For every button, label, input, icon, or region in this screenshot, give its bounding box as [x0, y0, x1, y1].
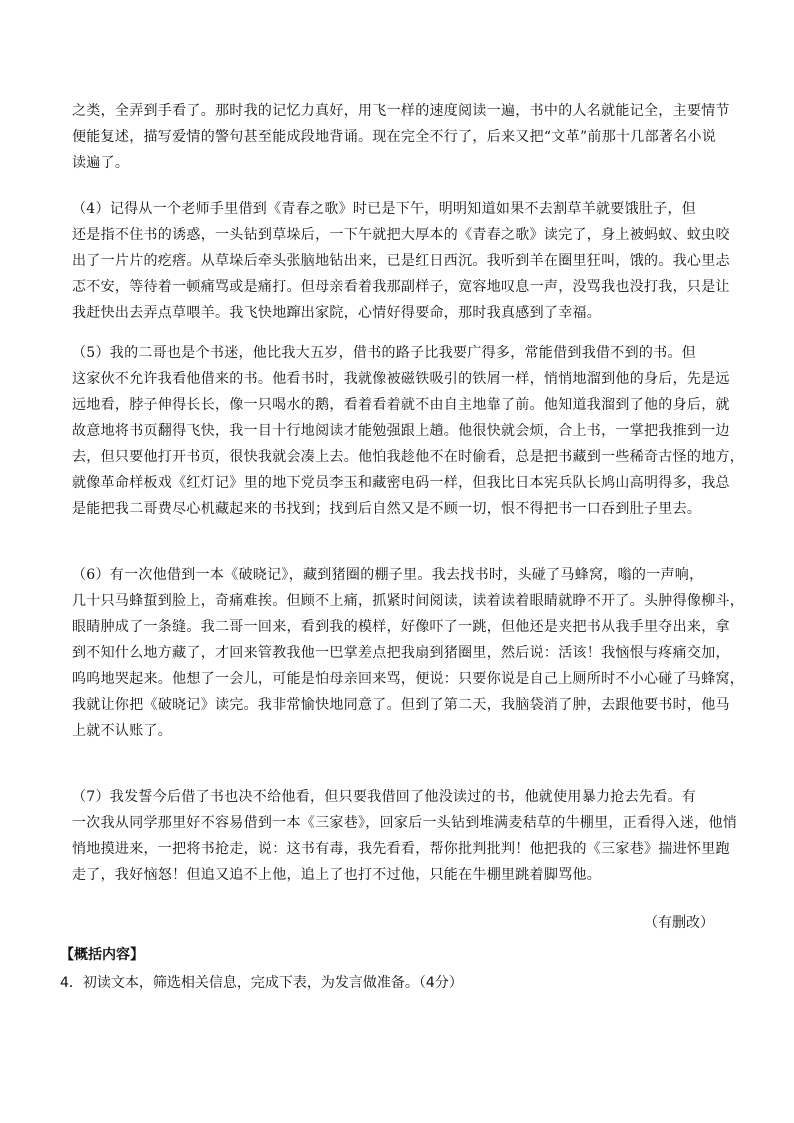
text-line: 走了，我好恼怒！但追又追不上他，追上了也打不过他，只能在牛棚里跳着脚骂他。 — [72, 867, 602, 883]
text-line: （7）我发誓今后借了书也决不给他看，但只要我借回了他没读过的书，他就使用暴力抢去先看。有 — [72, 789, 697, 805]
text-line: 呜呜地哭起来。他想了一会儿，可能是怕母亲回来骂，便说：只要你说是自己上厕所时不小心碰了马蜂窝， — [72, 671, 745, 687]
text-line: 忑不安，等待着一顿痛骂或是痛打。但母亲看着我那副样子，宽容地叹息一声，没骂我也没打我，只是让 — [72, 279, 730, 295]
text-line: 几十只马蜂蜇到脸上，奇痛难挨。但顾不上痛，抓紧时间阅读，读着读着眼睛就睁不开了。头肿得像柳斗， — [72, 593, 745, 609]
text-line: 悄地摸进来，一把将书抢走，说：这书有毒，我先看看，帮你批判批判！他把我的《三家巷》揣进怀里跑 — [72, 841, 730, 857]
section-title: 【概括内容】 — [60, 947, 144, 963]
text-line: 远地看，脖子伸得长长，像一只喝水的鹅，看着看着就不由自主地靠了前。他知道我溜到了他的身后，就 — [72, 397, 730, 413]
text-line: 就像革命样板戏《红灯记》里的地下党员李玉和藏密电码一样，但我比日本宪兵队长鸠山高明得多，我总 — [72, 475, 730, 491]
text-line: 故意地将书页翻得飞快，我一目十行地阅读才能勉强跟上趟。他很快就会烦，合上书，一掌把我推到一边 — [72, 423, 730, 439]
paragraph-6 — [72, 562, 745, 744]
paragraph-intro — [72, 98, 732, 176]
text-line: 出了一片片的疙瘩。从草垛后牵头张脑地钻出来，已是红日西沉。我听到羊在圈里狂叫，饿的。我心里忐 — [72, 253, 730, 269]
text-line: 一次我从同学那里好不容易借到一本《三家巷》，回家后一头钻到堆满麦秸草的牛棚里，正看得入迷，他悄 — [72, 815, 738, 831]
text-line: 是能把我二哥费尽心机藏起来的书找到；找到后自然又是不顾一切，恨不得把书一口吞到肚子里去。 — [72, 501, 702, 517]
edit-note: （有删改） — [644, 915, 714, 931]
text-line: 还是指不住书的诱惑，一头钻到草垛后，一下午就把大厚本的《青春之歌》读完了，身上被蚂蚁、蚊虫咬 — [72, 227, 730, 243]
paragraph-4 — [72, 196, 732, 326]
text-line: 之类，全弄到手看了。那时我的记忆力真好，用飞一样的速度阅读一遍，书中的人名就能记全，主要情节 — [72, 103, 730, 119]
text-line: （6）有一次他借到一本《破晓记》，藏到猪圈的棚子里。我去找书时，头碰了马蜂窝，嗡的一声响， — [72, 567, 704, 583]
paragraph-5 — [72, 340, 745, 522]
text-line: 我就让你把《破晓记》读完。我非常愉快地同意了。但到了第二天，我脑袋消了肿，去跟他要书时，他马 — [72, 697, 730, 713]
text-line: （5）我的二哥也是个书迷，他比我大五岁，借书的路子比我要广得多，常能借到我借不到的书。但 — [72, 345, 697, 361]
text-line: 便能复述，描写爱情的警句甚至能成段地背诵。现在完全不行了，后来又把“文革”前那十几部著名小说 — [72, 129, 717, 145]
paragraph-7 — [72, 784, 738, 888]
text-line: 眼睛肿成了一条缝。我二哥一回来，看到我的模样，好像吓了一跳，但他还是夹把书从我手里夺出来，拿 — [72, 619, 730, 635]
text-line: 读遍了。 — [72, 155, 130, 171]
text-line: 我赶快出去弄点草喂羊。我飞快地蹿出家院，心情好得要命，那时我真感到了幸福。 — [72, 305, 602, 321]
text-line: （4）记得从一个老师手里借到《青春之歌》时已是下午，明明知道如果不去割草羊就要饿肚子，但 — [72, 201, 697, 217]
question-4: 4．初读文本，筛选相关信息，完成下表，为发言做准备。（4分） — [60, 975, 463, 991]
text-line: 上就不认账了。 — [72, 723, 173, 739]
text-line: 去，但只要他打开书页，很快我就会凑上去。他怕我趁他不在时偷看，总是把书藏到一些稀奇古怪的地方， — [72, 449, 745, 465]
text-line: 这家伙不允许我看他借来的书。他看书时，我就像被磁铁吸引的铁屑一样，悄悄地溜到他的身后，先是远 — [72, 371, 730, 387]
text-line: 到不知什么地方藏了，才回来管教我他一巴掌差点把我扇到猪圈里，然后说：活该！我恼恨与疼痛交加， — [72, 645, 730, 661]
